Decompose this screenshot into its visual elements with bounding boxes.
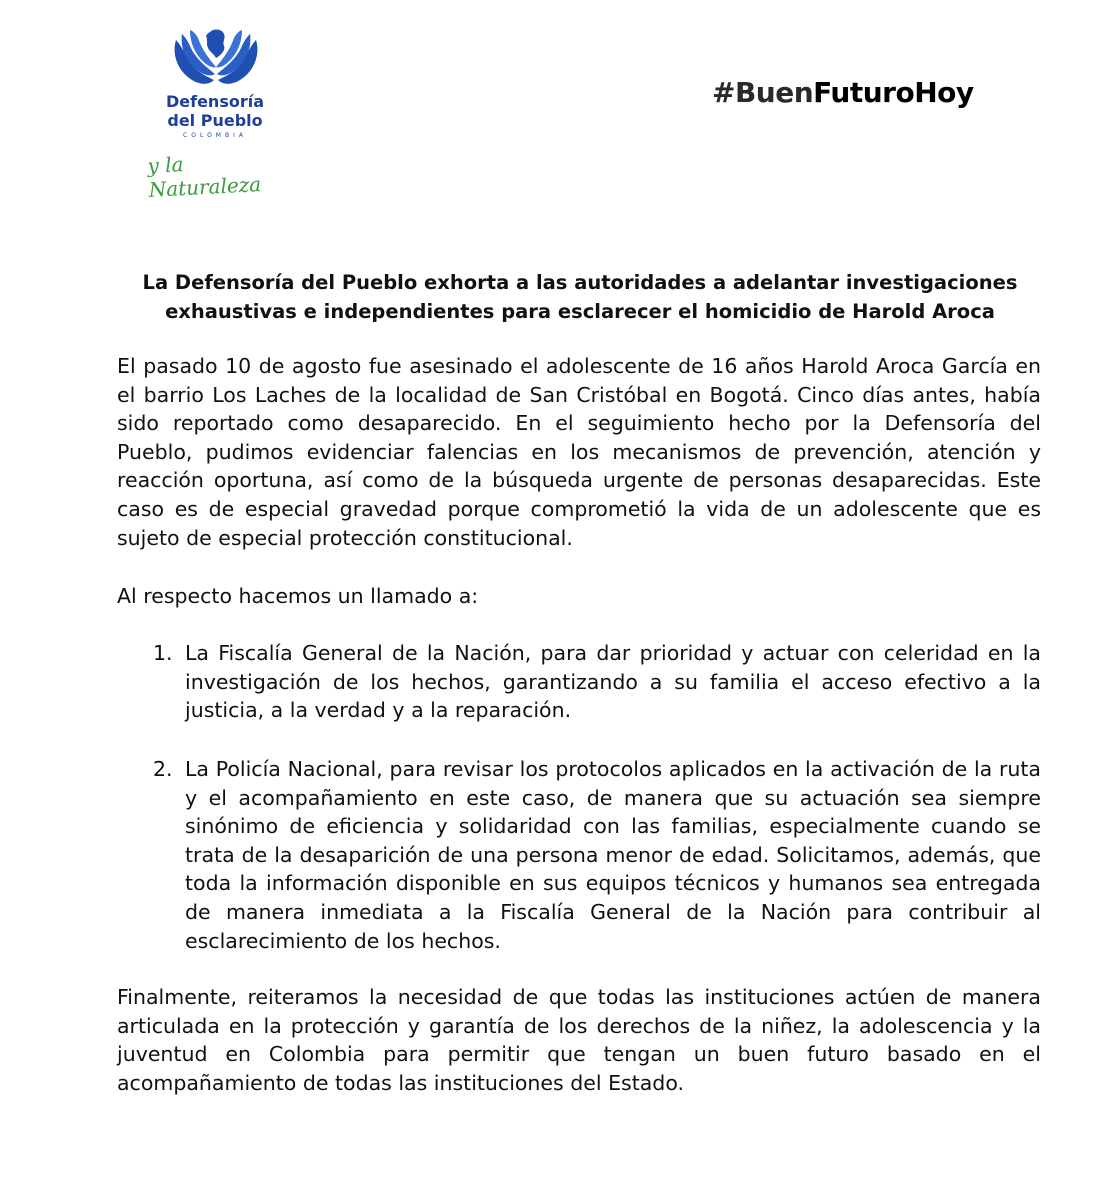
organization-country: COLOMBIA — [183, 132, 247, 139]
campaign-hashtag — [712, 76, 974, 109]
hashtag-prefix: #Buen — [712, 76, 814, 109]
paragraph-conclusion: Finalmente, reiteramos la necesidad de que todas las instituciones actúen de manera articulada en la protección y garantía de los derechos de la niñez, la adolescencia y la juventud en Colombia para permitir que tengan un buen futuro basado en el acompañamiento de todas las instituciones del Estado. — [117, 985, 1041, 1095]
list-item-number: 1. — [153, 641, 173, 665]
list-item-text: La Policía Nacional, para revisar los protocolos aplicados en la activación de la ruta y el acompañamiento en este caso, de manera que su actuación sea siempre sinónimo de eficiencia y solidaridad con las familias, especialmente cuando se trata de la desaparición de una persona menor de edad. Solicitamos, además, que toda la información disponible en sus equipos técnicos y humanos sea entregada de manera inmediata a la Fiscalía General de la Nación para contribuir al esclarecimiento de los hechos. — [185, 757, 1041, 953]
organization-tagline: y la Naturaleza — [146, 152, 262, 202]
document-title: La Defensoría del Pueblo exhorta a las autoridades a adelantar investigaciones exhaustivas e independientes para esclarecer el homicidio de Harold Aroca — [142, 271, 1018, 323]
list-item-number: 2. — [153, 757, 173, 781]
organization-logo — [140, 26, 300, 202]
hands-holding-colombia-map-icon — [170, 26, 262, 88]
hashtag-suffix: FuturoHoy — [813, 76, 974, 109]
organization-name — [140, 92, 290, 130]
organization-name-line2: del Pueblo — [167, 111, 263, 130]
paragraph-intro: El pasado 10 de agosto fue asesinado el adolescente de 16 años Harold Aroca García en el barrio Los Laches de la localidad de San Cristóbal en Bogotá. Cinco días antes, había sido reportado como desaparecido. En el seguimiento hecho por la Defensoría del Pueblo, pudimos evidenciar falencias en los mecanismos de prevención, atención y reacción oportuna, así como de la búsqueda urgente de personas desaparecidas. Este caso es de especial gravedad porque comprometió la vida de un adolescente que es sujeto de especial protección constitucional. — [117, 354, 1041, 550]
organization-name-line1: Defensoría — [165, 92, 265, 111]
paragraph-call: Al respecto hacemos un llamado a: — [117, 584, 479, 608]
list-item-text: La Fiscalía General de la Nación, para dar prioridad y actuar con celeridad en la investigación de los hechos, garantizando a su familia el acceso efectivo a la justicia, a la verdad y a la reparación. — [185, 641, 1041, 723]
